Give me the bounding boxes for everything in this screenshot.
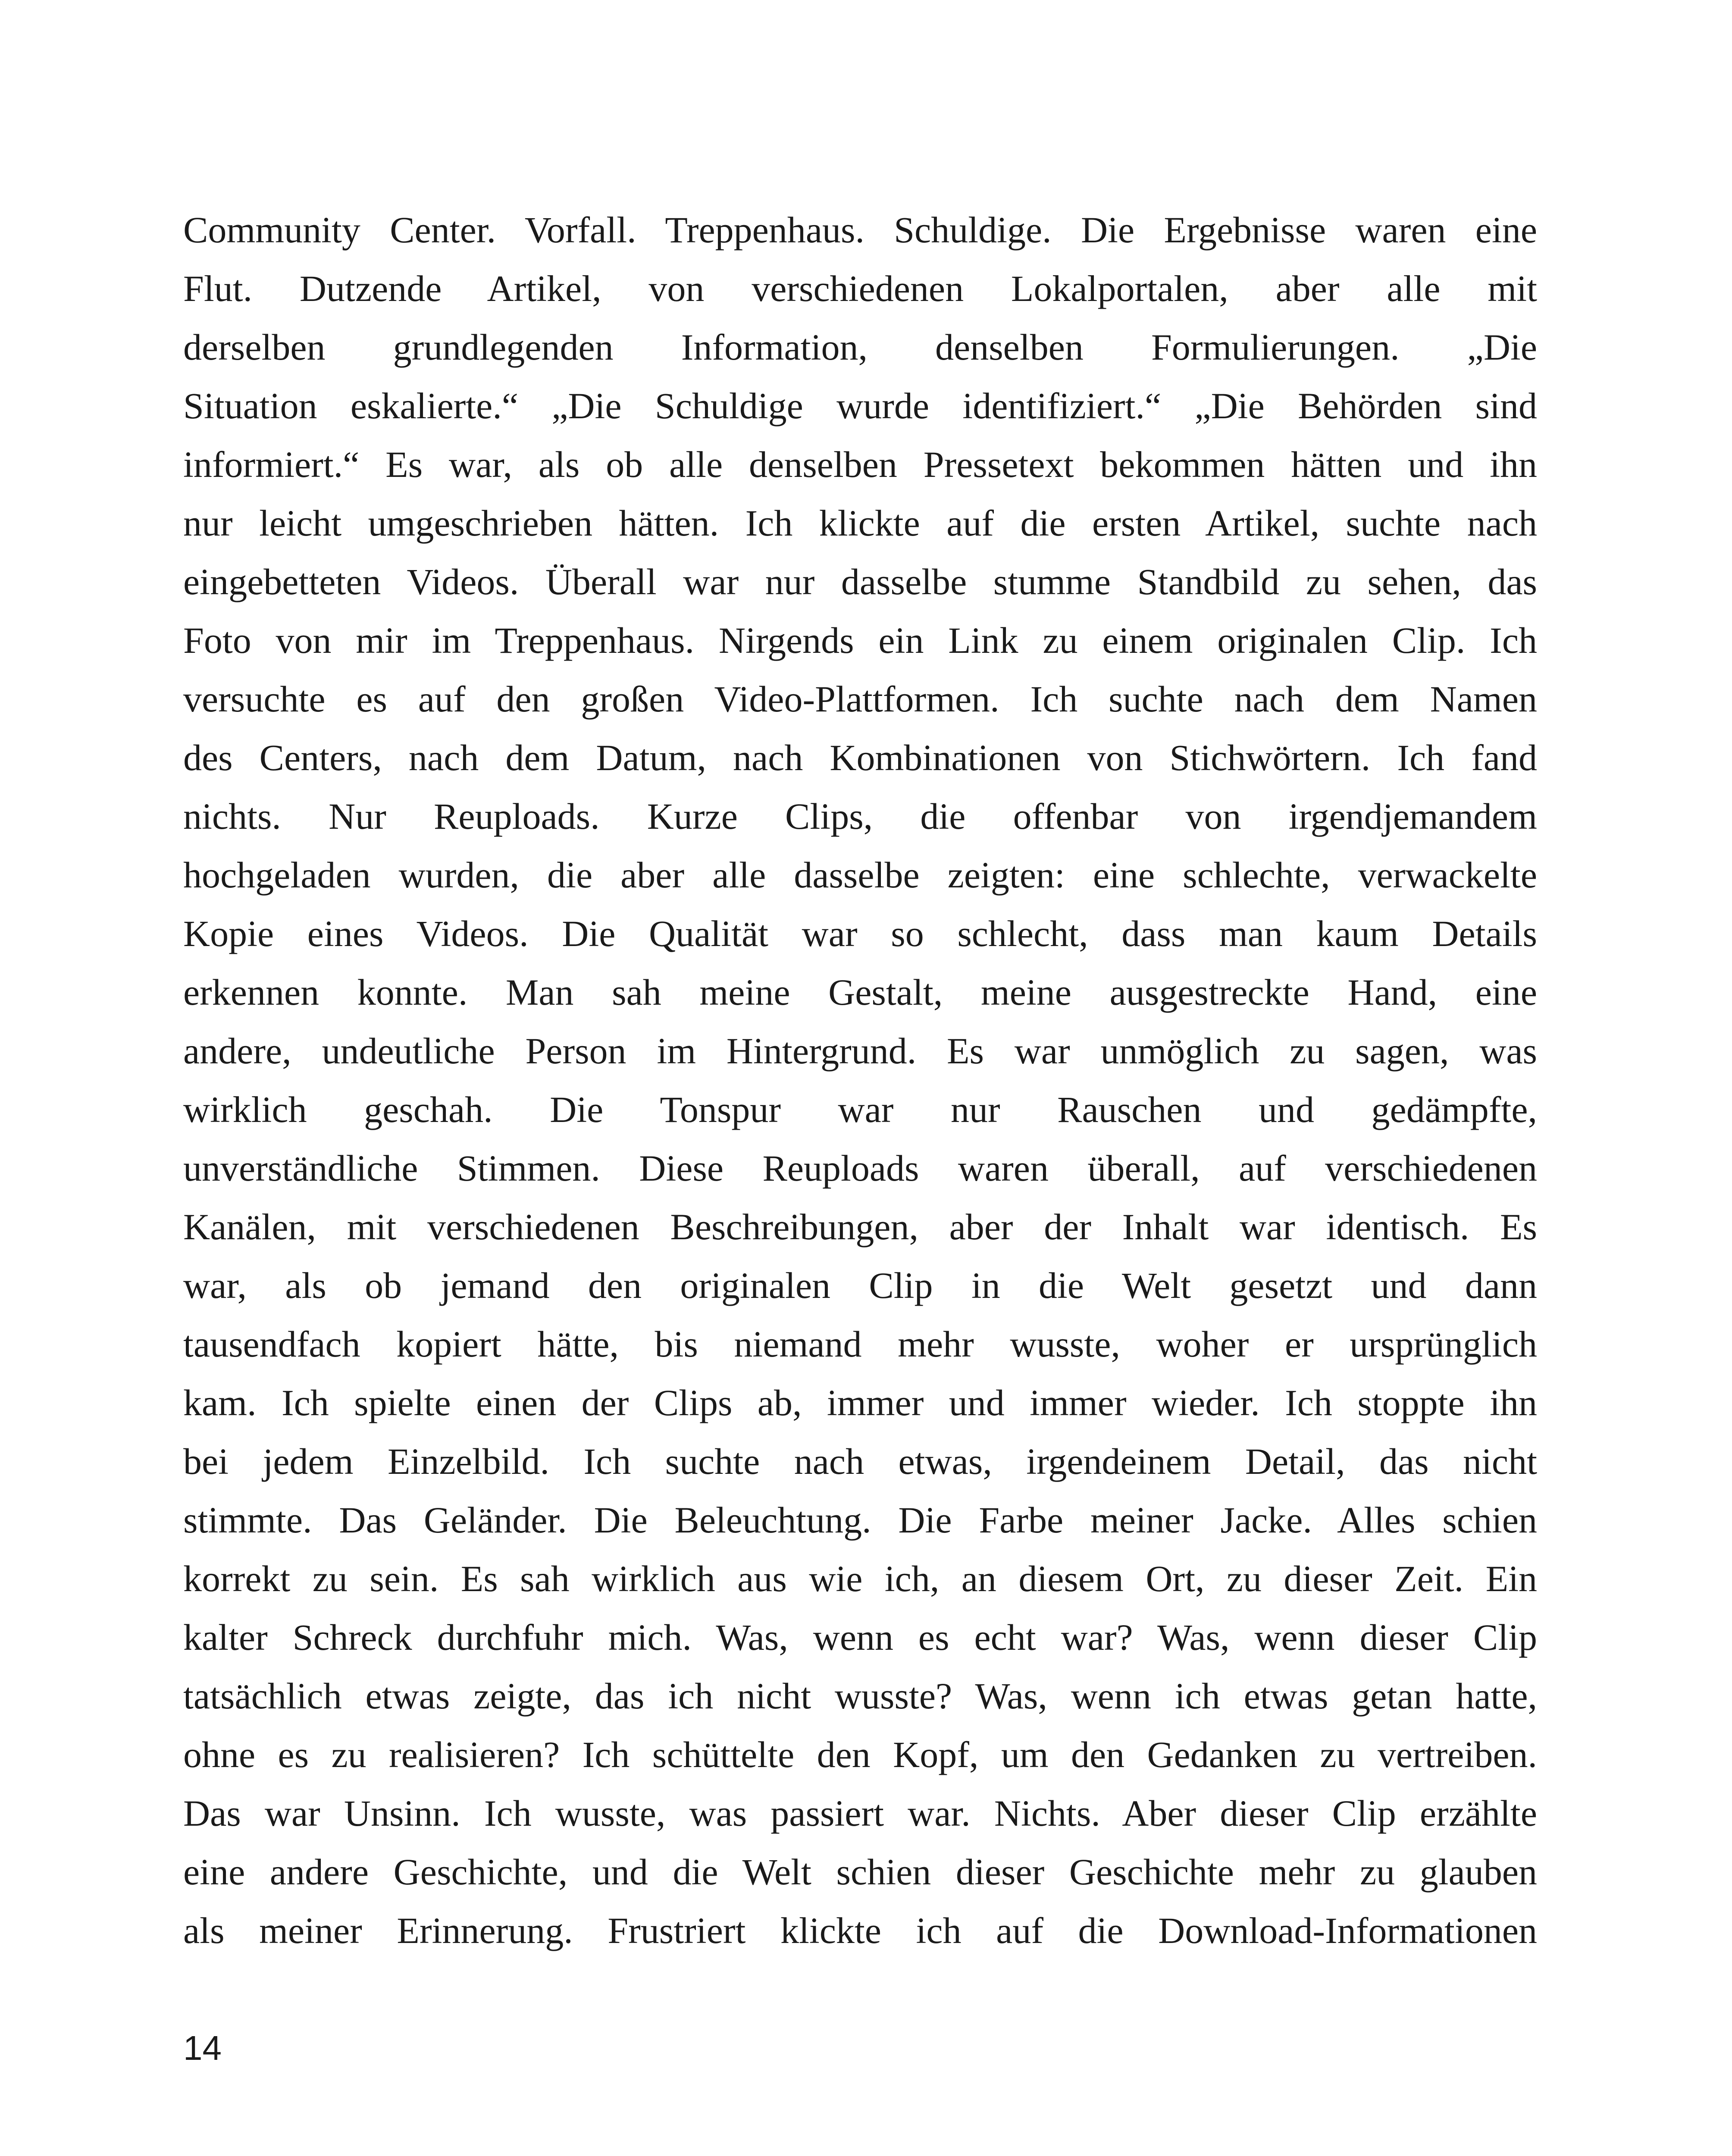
text-line: Situation eskalierte.“ „Die Schuldige wurde identifiziert.“ „Die Behörden sind (183, 385, 1537, 426)
text-line: eine andere Geschichte, und die Welt schien dieser Geschichte mehr zu glauben (183, 1851, 1537, 1893)
text-line: nur leicht umgeschrieben hätten. Ich klickte auf die ersten Artikel, suchte nach (183, 502, 1537, 544)
text-line: bei jedem Einzelbild. Ich suchte nach etwas, irgendeinem Detail, das nicht (183, 1441, 1537, 1482)
text-line: kam. Ich spielte einen der Clips ab, immer und immer wieder. Ich stoppte ihn (183, 1382, 1537, 1423)
page-number: 14 (183, 2029, 222, 2067)
text-line: als meiner Erinnerung. Frustriert klickte ich auf die Download-Informationen (183, 1910, 1537, 1951)
text-line: des Centers, nach dem Datum, nach Kombinationen von Stichwörtern. Ich fand (183, 737, 1537, 778)
text-line: Community Center. Vorfall. Treppenhaus. Schuldige. Die Ergebnisse waren eine (183, 209, 1537, 251)
text-line: korrekt zu sein. Es sah wirklich aus wie ich, an diesem Ort, zu dieser Zeit. Ein (183, 1558, 1537, 1599)
text-line: Foto von mir im Treppenhaus. Nirgends ein Link zu einem originalen Clip. Ich (183, 620, 1537, 661)
text-line: stimmte. Das Geländer. Die Beleuchtung. Die Farbe meiner Jacke. Alles schien (183, 1499, 1537, 1541)
text-line: tausendfach kopiert hätte, bis niemand mehr wusste, woher er ursprünglich (183, 1323, 1537, 1365)
text-line: andere, undeutliche Person im Hintergrund. Es war unmöglich zu sagen, was (183, 1030, 1537, 1072)
text-line: erkennen konnte. Man sah meine Gestalt, meine ausgestreckte Hand, eine (183, 971, 1537, 1013)
text-line: tatsächlich etwas zeigte, das ich nicht wusste? Was, wenn ich etwas getan hatte, (183, 1675, 1537, 1717)
text-line: unverständliche Stimmen. Diese Reuploads waren überall, auf verschiedenen (183, 1147, 1537, 1189)
text-line: war, als ob jemand den originalen Clip in die Welt gesetzt und dann (183, 1265, 1537, 1306)
body-text (183, 201, 1537, 1960)
text-line: hochgeladen wurden, die aber alle dasselbe zeigten: eine schlechte, verwackelte (183, 854, 1537, 896)
text-line: kalter Schreck durchfuhr mich. Was, wenn es echt war? Was, wenn dieser Clip (183, 1617, 1537, 1658)
text-line: eingebetteten Videos. Überall war nur dasselbe stumme Standbild zu sehen, das (183, 561, 1537, 602)
text-line: wirklich geschah. Die Tonspur war nur Rauschen und gedämpfte, (183, 1089, 1537, 1130)
text-line: versuchte es auf den großen Video-Plattformen. Ich suchte nach dem Namen (183, 678, 1537, 720)
text-line: nichts. Nur Reuploads. Kurze Clips, die offenbar von irgendjemandem (183, 796, 1537, 837)
text-line: Kopie eines Videos. Die Qualität war so schlecht, dass man kaum Details (183, 913, 1537, 954)
text-line: Das war Unsinn. Ich wusste, was passiert war. Nichts. Aber dieser Clip erzählte (183, 1792, 1537, 1834)
text-line: derselben grundlegenden Information, denselben Formulierungen. „Die (183, 326, 1537, 368)
text-line: Kanälen, mit verschiedenen Beschreibungen, aber der Inhalt war identisch. Es (183, 1206, 1537, 1247)
text-line: Flut. Dutzende Artikel, von verschiedenen Lokalportalen, aber alle mit (183, 268, 1537, 309)
text-line: informiert.“ Es war, als ob alle denselben Pressetext bekommen hätten und ihn (183, 444, 1537, 485)
text-line: ohne es zu realisieren? Ich schüttelte den Kopf, um den Gedanken zu vertreiben. (183, 1734, 1537, 1775)
